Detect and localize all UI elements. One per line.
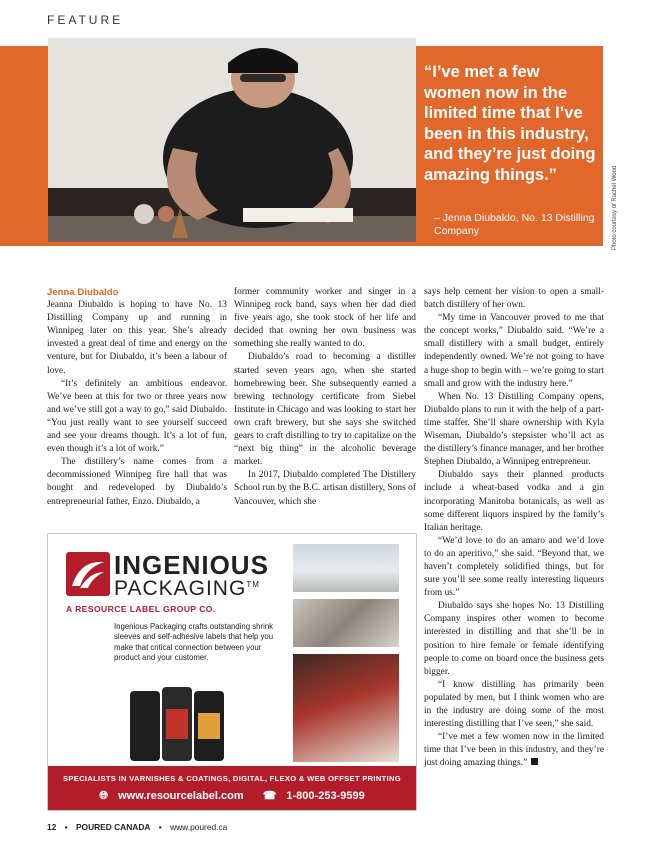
ingenious-logo-icon <box>66 552 110 596</box>
paragraph-last <box>424 731 604 770</box>
ad-phone[interactable]: 1-800-253-9599 <box>286 790 365 802</box>
paragraph: former community worker and singer in a Winnipeg rock band, says when her dad died five years ago, she took stock of her life and decided that owning her own business was something she really wanted to do. <box>234 287 416 350</box>
page-number: 12 <box>47 822 57 832</box>
paragraph: Diubaldo says she hopes No. 13 Distilling Company inspires other women to become interested in distilling and that she’ll be in position to hire female or female identifying people to come on board once the business gets bigger. <box>424 601 604 677</box>
ad-photo-labels <box>293 654 399 762</box>
paragraph: When No. 13 Distilling Company opens, Diubaldo plans to run it with the help of a part-time staffer. She’ll share ownership with Kyla Wiseman, Diubaldo’s stepsister who’ll act as the distillery’s finance manager, and her brother Stephen Diubaldo, a Winnipeg entrepreneur. <box>424 391 604 468</box>
globe-icon: 🌐︎ <box>99 790 109 802</box>
paragraph: “It’s definitely an ambitious endeavor. We’ve been at this for two or three years now and we’ve still got a way to go,” said Diubaldo. “You just really want to see yourself succeed and see your dreams though. It’s a lot of fun, even though it’s a lot of work.” <box>47 378 227 455</box>
paragraph: “My time in Vancouver proved to me that the concept works,” Diubaldo said. “We’re a small distillery with a small budget, entirely independently owned. We’re not going to have a huge shop to begin with – we’re going to start small and grow with the industry here.” <box>424 313 604 389</box>
ad-brand-line-1: INGENIOUS <box>114 550 269 580</box>
pull-quote-attribution: – Jenna Diubaldo, No. 13 Distilling Company <box>434 212 595 237</box>
paragraph: In 2017, Diubaldo completed The Distillery School run by the B.C. artisan distillery, Sons of Vancouver, which she <box>234 470 416 507</box>
paragraph: “We’d love to do an amaro and we’d love to do an aperitivo,” she said. “Beyond that, we haven’t completely solidified things, but for sure you’ll see some really interesting liqueurs from us.” <box>424 535 604 599</box>
paragraph: “I know distilling has primarily been populated by men, but I think women who are in the industry are doing some of the most interesting distilling that I’ve seen,” she said. <box>424 679 604 730</box>
phone-icon: ☎ <box>262 790 277 802</box>
article-column-2 <box>234 286 416 509</box>
ad-website-link[interactable]: www.resourcelabel.com <box>118 790 244 802</box>
ad-photo-building <box>293 544 399 592</box>
ad-brand-line-2-text: PACKAGING <box>114 577 247 600</box>
magazine-name: POURED CANADA <box>75 822 151 832</box>
magazine-url[interactable]: www.poured.ca <box>170 822 228 832</box>
ad-contact-bar <box>48 766 416 810</box>
ad-brand-line-2 <box>114 577 260 601</box>
article-column-1 <box>47 286 227 509</box>
feature-photo <box>48 38 416 242</box>
footer-separator-icon: ▪ <box>64 822 68 832</box>
ad-subtitle: A RESOURCE LABEL GROUP CO. <box>66 604 216 614</box>
article-column-3 <box>424 286 604 770</box>
end-mark-icon <box>531 758 538 765</box>
page-footer <box>47 822 227 832</box>
paragraph: The distillery’s name comes from a decommissioned Winnipeg fire hall that was bought and redeveloped by Diubaldo’s entrepreneurial father, Enzo. Diubaldo, a <box>47 457 227 507</box>
paragraph: Diubaldo says their planned products include a wheat-based vodka and a gin incorporating Manitoba botanicals, as well as some different liquors inspired by the family’s Italian heritage. <box>424 470 604 533</box>
byline: Jenna Diubaldo <box>47 287 119 298</box>
ad-photo-machinery <box>293 599 399 647</box>
paragraph: says help cement her vision to open a small-batch distillery of her own. <box>424 287 604 311</box>
section-label: FEATURE <box>47 13 124 27</box>
ad-contact <box>48 789 416 803</box>
advertisement[interactable] <box>47 533 417 811</box>
cans-illustration <box>126 679 226 764</box>
ad-body: Ingenious Packaging crafts outstanding shrink sleeves and self-adhesive labels that help you make that critical connection between your product and your customer. <box>114 622 274 662</box>
trademark: TM <box>246 580 260 589</box>
paragraph: Jeanna Diubaldo is hoping to have No. 13 Distilling Company up and running in Winnipeg later on this year. She’s already invested a great deal of time and energy on the venture, but for Diubaldo, it’s been a labour of love. <box>47 300 227 376</box>
photo-credit: Photo courtesy of Rachel Wood <box>612 165 618 250</box>
footer-separator-icon: ▪ <box>158 822 162 832</box>
ad-specialties: SPECIALISTS IN VARNISHES & COATINGS, DIGITAL, FLEXO & WEB OFFSET PRINTING <box>63 774 401 783</box>
paragraph: Diubaldo’s road to becoming a distiller started seven years ago, when she started homebrewing beer. She subsequently earned a brewing technology certificate from Siebel Institute in Chicago and was looking to start her own craft brewery, but she says she switched gears to craft distilling to try to capitalize on the “next big thing” in the alcoholic beverage market. <box>234 352 416 468</box>
paragraph-last-text: “I’ve met a few women now in the limited time that I’ve been in this industry, and they’re just doing amazing things.” <box>424 732 604 769</box>
pull-quote: “I’ve met a few women now in the limited time that I’ve been in this industry, and they’re just doing amazing things.” <box>424 63 596 184</box>
